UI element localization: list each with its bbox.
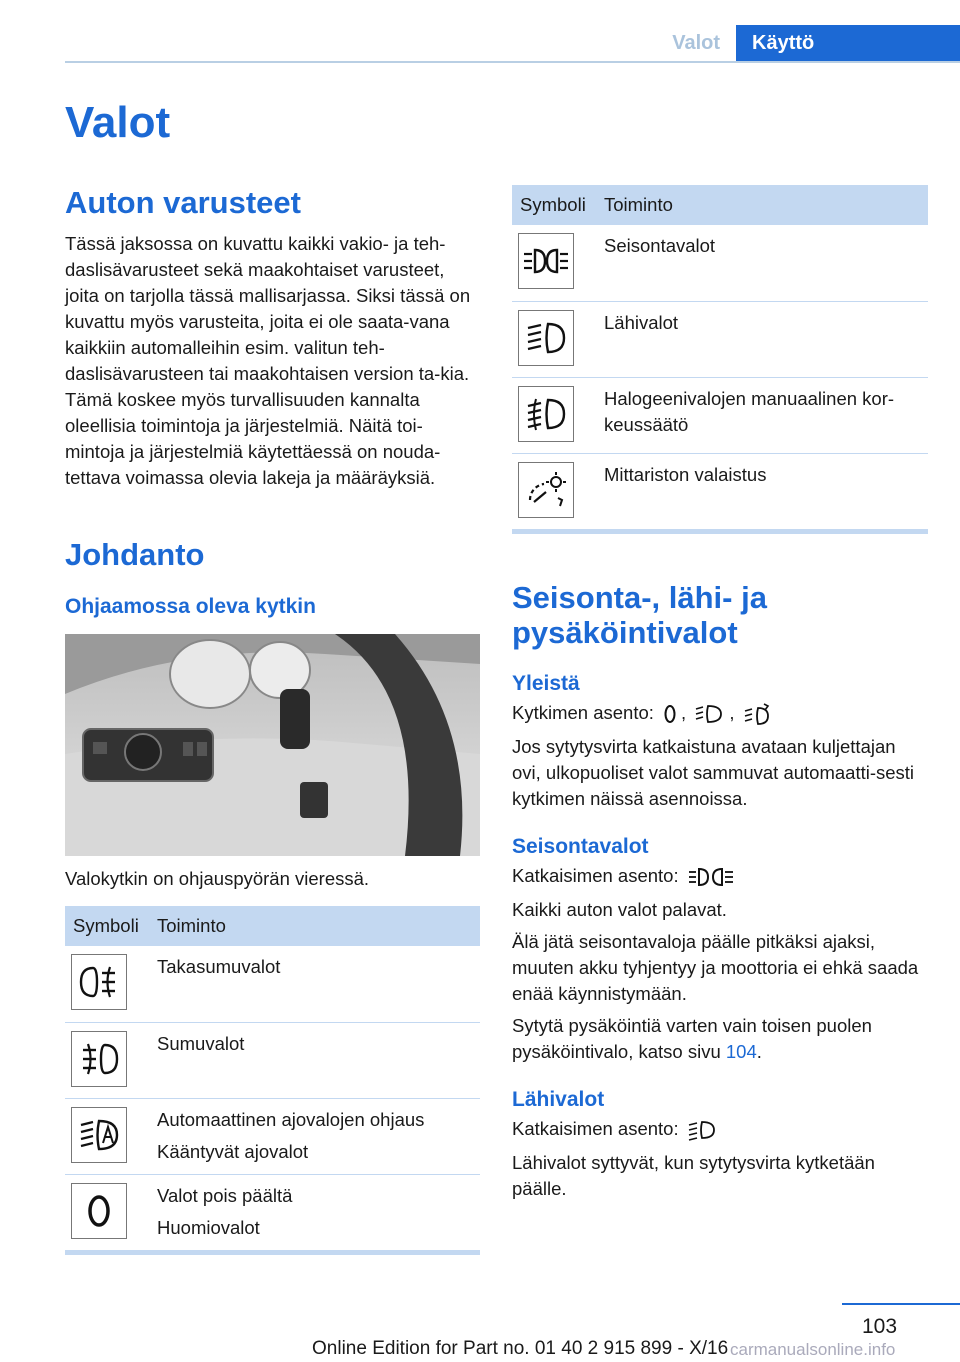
rear-fog-light-icon <box>71 954 127 1010</box>
paragraph-equipment: Tässä jaksossa on kuvattu kaikki vakio- ja teh-daslisävarusteet sekä maakohtaiset varusteet, joita on tarjolla tässä mallisarjassa. Siksi tässä on kuvattu myös varusteita, joita ei ole saata-vana kaikkiin automalleihin esim. valitun teh-daslisävarusteen tai maakohtaisen version ta-kia. Tämä koskee myös turvallisuuden kannalta oleellisia toimintoja ja järjestelmiä. Näitä toi-mintoja ja järjestelmiä käytettäessä on nouda-tettava voimassa olevia lakeja ja määräyksiä. <box>65 232 471 488</box>
row-function: Automaattinen ajovalojen ohjaus <box>157 1108 425 1130</box>
heading-low-beam: Lähivalot <box>512 1088 605 1112</box>
table-row <box>512 377 928 453</box>
heading-general: Yleistä <box>512 671 580 695</box>
position-label: Katkaisimen asento: <box>512 1118 679 1140</box>
column-symbol: Symboli <box>65 906 149 946</box>
header-chapter: Käyttö <box>736 25 960 61</box>
separator: , <box>681 701 687 723</box>
paragraph-low-position <box>512 1116 928 1142</box>
table-end-rule <box>65 1251 480 1255</box>
auto-headlight-icon <box>71 1107 127 1163</box>
table-row <box>65 946 480 1022</box>
row-function-sub: Kääntyvät ajovalot <box>157 1140 309 1162</box>
text-span: . <box>756 1041 762 1063</box>
parking-light-icon <box>688 866 734 888</box>
headlight-range-icon <box>518 386 574 442</box>
left-column <box>65 185 480 1255</box>
watermark: carmanualsonline.info <box>730 1340 896 1359</box>
header-divider <box>65 61 960 63</box>
row-function: Takasumuvalot <box>157 956 281 978</box>
right-symbol-table <box>512 185 928 530</box>
column-symbol: Symboli <box>512 185 596 225</box>
instrument-lighting-icon <box>518 462 574 518</box>
heading-parking-lights: Seisonta-, lähi- ja pysäköintivalot <box>512 579 767 651</box>
footer-divider <box>842 1303 960 1305</box>
footer-edition: Online Edition for Part no. 01 40 2 915 899 - X/16 <box>312 1338 729 1359</box>
row-function: Lähivalot <box>604 311 679 333</box>
auto-headlight-icon <box>744 703 774 725</box>
front-fog-light-icon <box>71 1031 127 1087</box>
table-row <box>65 1022 480 1098</box>
row-function: Seisontavalot <box>604 235 716 256</box>
text-span: Sytytä pysäköintiä varten vain toisen puolen pysäköintivalo, katso sivu <box>512 1015 872 1063</box>
position-label: Katkaisimen asento: <box>512 865 679 887</box>
light-switch-photo <box>65 634 480 856</box>
table-row <box>512 453 928 529</box>
dashboard-illustration <box>65 634 480 856</box>
paragraph-general: Jos sytytysvirta katkaistuna avataan kuljettajan ovi, ulkopuoliset valot sammuvat automaatti-sesti kytkimen näissä asennoissa. <box>512 735 915 809</box>
lights-off-icon <box>663 703 677 725</box>
low-beam-icon <box>518 310 574 366</box>
heading-switch: Ohjaamossa oleva kytkin <box>65 595 316 619</box>
row-function: Halogeenivalojen manuaalinen kor-keussäätö <box>604 387 895 435</box>
position-label: Kytkimen asento: <box>512 701 654 723</box>
row-function-sub: Huomiovalot <box>157 1216 260 1238</box>
heading-side-lights: Seisontavalot <box>512 834 649 858</box>
header-section: Valot <box>672 32 720 54</box>
table-row <box>65 1174 480 1250</box>
column-function: Toiminto <box>596 185 928 225</box>
page-reference-link[interactable]: 104 <box>725 1041 757 1063</box>
left-symbol-table <box>65 906 480 1251</box>
heading-equipment: Auton varusteet <box>65 185 301 220</box>
row-function: Sumuvalot <box>157 1032 245 1054</box>
row-function: Mittariston valaistus <box>604 463 767 485</box>
table-row <box>512 225 928 301</box>
photo-caption: Valokytkin on ohjauspyörän vieressä. <box>65 868 370 890</box>
table-end-rule <box>512 530 928 534</box>
table-row <box>65 1098 480 1174</box>
lights-off-icon <box>71 1183 127 1239</box>
table-row <box>512 301 928 377</box>
paragraph-side-1: Kaikki auton valot palavat. <box>512 899 727 921</box>
paragraph-side-3 <box>512 1013 928 1065</box>
right-column <box>512 185 928 1202</box>
column-function: Toiminto <box>149 906 480 946</box>
parking-light-icon <box>518 233 574 289</box>
paragraph-side-2: Älä jätä seisontavaloja päälle pitkäksi ajaksi, muuten akku tyhjentyy ja moottoria ei ehkä saada enää käynnistymään. <box>512 931 919 1005</box>
separator: , <box>729 701 735 723</box>
heading-intro: Johdanto <box>65 536 205 572</box>
row-function: Valot pois päältä <box>157 1184 293 1206</box>
paragraph-general-position <box>512 700 928 726</box>
paragraph-low-beam: Lähivalot syttyvät, kun sytytysvirta kytketään päälle. <box>512 1152 875 1200</box>
parking-light-icon <box>695 703 725 725</box>
page-number: 103 <box>862 1315 898 1338</box>
low-beam-icon <box>688 1119 718 1141</box>
page-title: Valot <box>65 98 171 147</box>
paragraph-side-position <box>512 863 928 889</box>
